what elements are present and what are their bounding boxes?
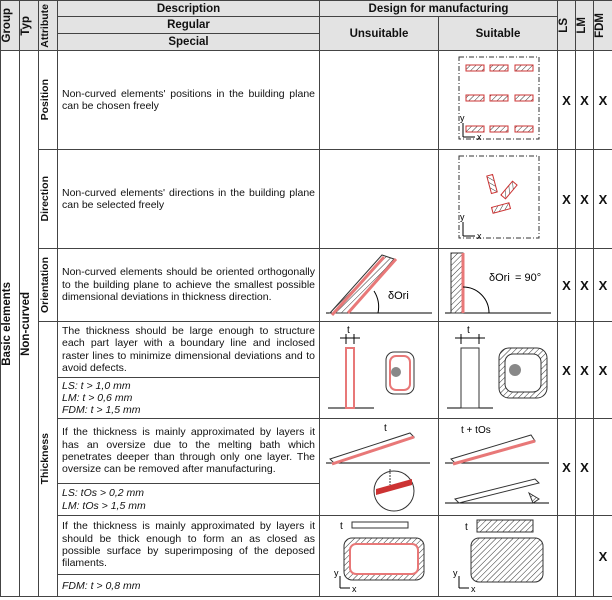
axis-x-label: x (471, 584, 476, 595)
attribute-thickness: Thickness (39, 322, 58, 597)
thickness1-suitable-figure (439, 324, 558, 416)
delta-ori-label: δOri (489, 272, 510, 284)
attribute-direction: Direction (39, 150, 58, 249)
lm-orientation: X (576, 249, 594, 322)
special-line: LS: tOs > 0,2 mm (62, 487, 144, 500)
fdm-position: X (594, 51, 612, 150)
attribute-orientation: Orientation (39, 249, 58, 322)
special-thickness-2 (58, 483, 320, 515)
suitable-thickness-2 (439, 419, 558, 516)
header-regular: Regular (58, 17, 320, 34)
thickness3-suitable-figure (439, 516, 558, 596)
ls-thickness-1: X (558, 322, 576, 419)
axis-y-label: y (334, 568, 339, 579)
header-attribute: Attribute (39, 1, 58, 51)
axis-x-label: x (352, 584, 357, 595)
unsuitable-thickness-2 (320, 419, 439, 516)
header-fdm: FDM (594, 1, 612, 51)
t-label: t (467, 325, 470, 337)
thickness3-unsuitable-figure (320, 516, 439, 596)
header-special: Special (58, 34, 320, 51)
ls-direction: X (558, 150, 576, 249)
fdm-direction: X (594, 150, 612, 249)
ls-position: X (558, 51, 576, 150)
delta-ori-label: δOri (388, 290, 409, 302)
lm-direction: X (576, 150, 594, 249)
suitable-position (439, 51, 558, 150)
direction-figure (439, 150, 558, 248)
special-line: FDM: t > 1,5 mm (62, 404, 141, 417)
ls-thickness-2: X (558, 419, 576, 516)
suitable-thickness-3 (439, 516, 558, 597)
t-label: t (340, 521, 343, 533)
special-line: LM: t > 0,6 mm (62, 392, 133, 405)
description-direction: Non-curved elements' directions in the building plane can be selected freely (58, 150, 320, 249)
special-line: LM: tOs > 1,5 mm (62, 499, 146, 512)
description-orientation: Non-curved elements should be oriented orthogonally to the building plane to achieve the smallest possible dimensional deviations in thickness direction. (58, 249, 320, 322)
special-line: LS: t > 1,0 mm (62, 380, 131, 392)
header-typ: Typ (20, 1, 39, 51)
orientation-unsuitable-figure (320, 249, 439, 321)
thickness2-unsuitable-figure (320, 419, 439, 515)
description-thickness-3: If the thickness is mainly approximated by layers it should be thick enough to form an as closed as possible surface by superimposing of the deposed filaments. (58, 516, 320, 575)
angle-label: = 90° (515, 272, 542, 284)
position-figure (439, 51, 558, 149)
ls-thickness-3 (558, 516, 576, 597)
thickness2-suitable-figure (439, 419, 558, 515)
header-description: Description (58, 1, 320, 17)
suitable-direction (439, 150, 558, 249)
unsuitable-direction (320, 150, 439, 249)
fdm-thickness-3: X (594, 516, 612, 597)
description-thickness-1: The thickness should be large enough to structure each part layer with a boundary line and inclosed raster lines to minimize dimensional deviations and to avoid defects. (58, 322, 320, 378)
special-thickness-1 (58, 378, 320, 419)
t-label: t (465, 522, 468, 534)
unsuitable-thickness-3 (320, 516, 439, 597)
lm-position: X (576, 51, 594, 150)
unsuitable-position (320, 51, 439, 150)
axis-x-label: x (477, 231, 482, 241)
orientation-suitable-figure (439, 249, 558, 321)
thickness1-unsuitable-figure (320, 324, 439, 416)
lm-thickness-1: X (576, 322, 594, 419)
attribute-position: Position (39, 51, 58, 150)
axis-x-label: x (477, 132, 482, 142)
fdm-thickness-2 (594, 419, 612, 516)
t-label: t (384, 423, 387, 435)
description-position: Non-curved elements' positions in the building plane can be chosen freely (58, 51, 320, 150)
header-ls: LS (558, 1, 576, 51)
header-unsuitable: Unsuitable (320, 17, 439, 51)
header-design: Design for manufacturing (320, 1, 558, 17)
suitable-orientation (439, 249, 558, 322)
header-suitable: Suitable (439, 17, 558, 51)
unsuitable-orientation (320, 249, 439, 322)
t-label: t (347, 325, 350, 337)
unsuitable-thickness-1 (320, 322, 439, 419)
lm-thickness-2: X (576, 419, 594, 516)
axis-y-label: y (460, 212, 465, 222)
suitable-thickness-1 (439, 322, 558, 419)
special-line: FDM: t > 0,8 mm (62, 579, 141, 592)
special-thickness-3 (58, 574, 320, 596)
description-thickness-2: If the thickness is mainly approximated by layers it has an oversize due to the melting bath which penetrates deeper than through only one layer. The oversize can be removed after manufacturing. (58, 419, 320, 484)
t-plus-tos-label: t + tOs (461, 425, 491, 437)
header-lm: LM (576, 1, 594, 51)
axis-y-label: y (453, 568, 458, 579)
lm-thickness-3 (576, 516, 594, 597)
ls-orientation: X (558, 249, 576, 322)
fdm-orientation: X (594, 249, 612, 322)
header-group: Group (1, 1, 20, 51)
fdm-thickness-1: X (594, 322, 612, 419)
group-cell: Basic elements (1, 51, 20, 597)
typ-cell: Non-curved (20, 51, 39, 597)
axis-y-label: y (460, 113, 465, 123)
